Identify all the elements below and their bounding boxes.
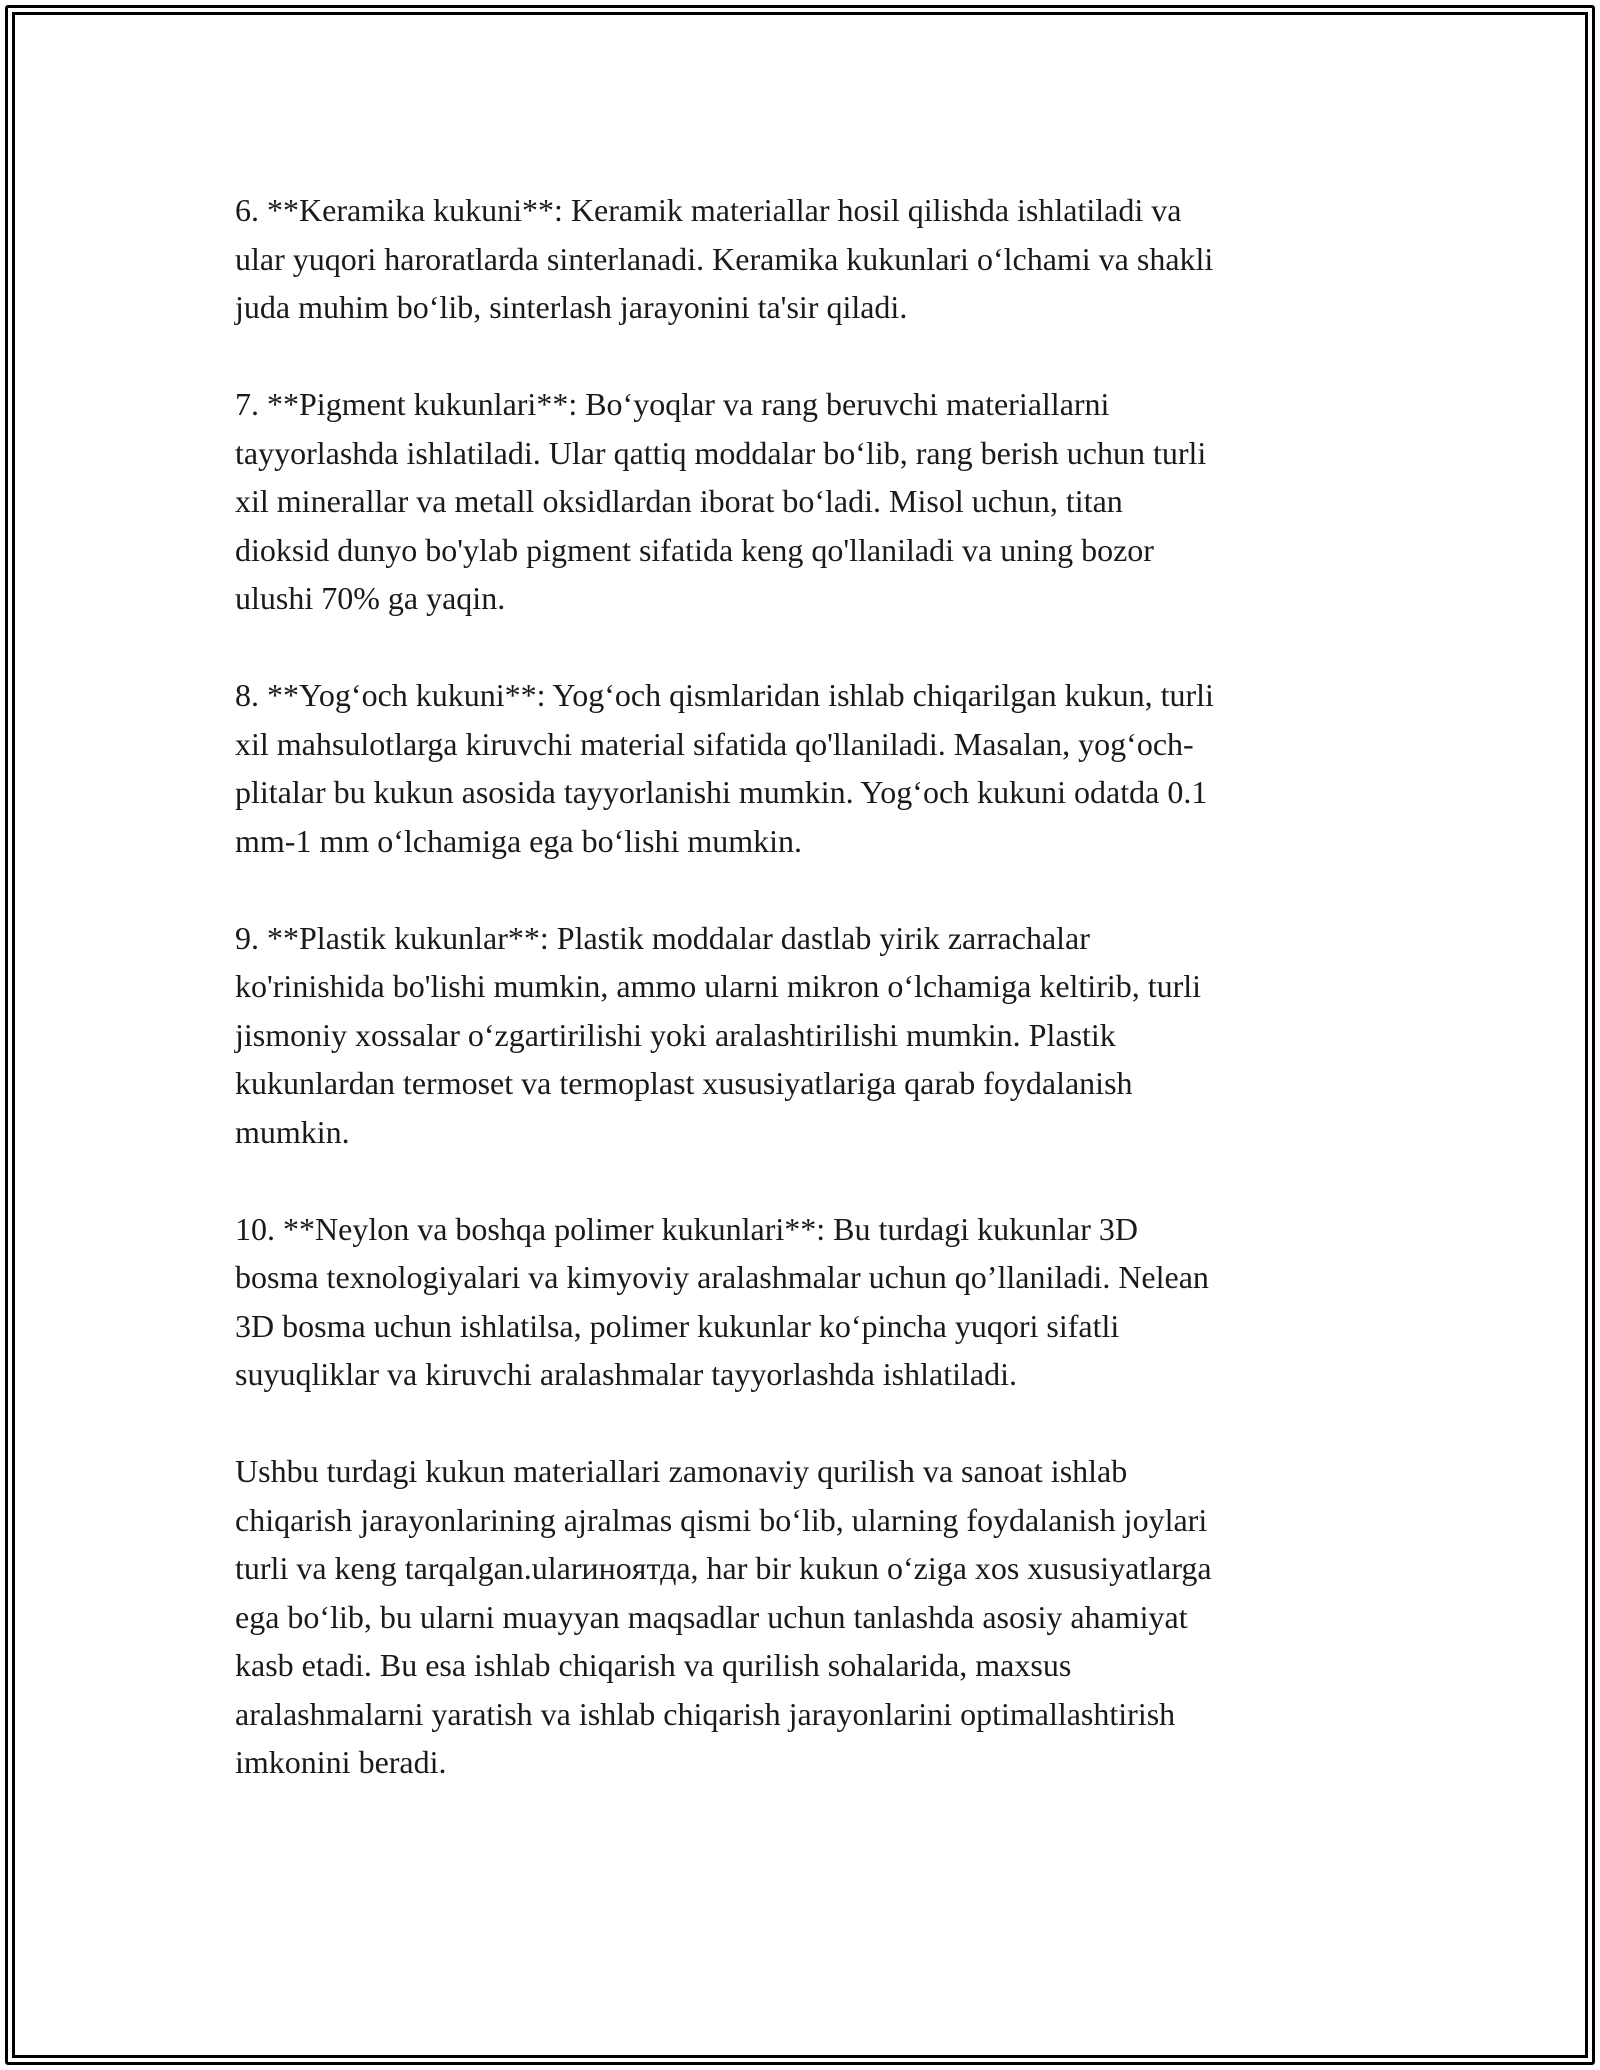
paragraph-conclusion: Ushbu turdagi kukun materiallari zamonaviy qurilish va sanoat ishlab chiqarish jarayonlarining ajralmas qismi bo‘lib, ularning foydalanish joylari turli va keng tarqalgan.ularинoятда, har bir kukun o‘ziga xos xususiyatlarga ega bo‘lib, bu ularni muayyan maqsadlar uchun tanlashda asosiy ahamiyat kasb etadi. Bu esa ishlab chiqarish va qurilish sohalarida, maxsus aralashmalarni yaratish va ishlab chiqarish jarayonlarini optimallashtirish imkonini beradi. xyxy=(235,1453,1212,1780)
paragraph-plastik-kukunlar: 9. **Plastik kukunlar**: Plastik moddalar dastlab yirik zarrachalar ko'rinishida bo'lishi mumkin, ammo ularni mikron o‘lchamiga keltirib, turli jismoniy xossalar o‘zgartirilishi yoki aralashtirilishi mumkin. Plastik kukunlardan termoset va termoplast xususiyatlariga qarab foydalanish mumkin. xyxy=(235,919,1202,1150)
paragraph-yogoch-kukuni: 8. **Yog‘och kukuni**: Yog‘och qismlaridan ishlab chiqarilgan kukun, turli xil mahsulotlarga kiruvchi material sifatida qo'llaniladi. Masalan, yog‘och- plitalar bu kukun asosida tayyorlanishi mumkin. Yog‘och kukuni odatda 0.1 mm-1 mm o‘lchamiga ega bo‘lishi mumkin. xyxy=(235,677,1214,859)
document-body xyxy=(235,186,1385,1787)
paragraph-pigment-kukunlari: 7. **Pigment kukunlari**: Bo‘yoqlar va rang beruvchi materiallarni tayyorlashda ishlatiladi. Ular qattiq moddalar bo‘lib, rang berish uchun turli xil minerallar va metall oksidlardan iborat bo‘ladi. Misol uchun, titan dioksid dunyo bo'ylab pigment sifatida keng qo'llaniladi va uning bozor ulushi 70% ga yaqin. xyxy=(235,386,1207,616)
paragraph-neylon-polimer-kukunlari: 10. **Neylon va boshqa polimer kukunlari**: Bu turdagi kukunlar 3D bosma texnologiyalari va kimyoviy aralashmalar uchun qo’llaniladi. Nelean 3D bosma uchun ishlatilsa, polimer kukunlar ko‘pincha yuqori sifatli suyuqliklar va kiruvchi aralashmalar tayyorlashda ishlatiladi. xyxy=(235,1210,1209,1392)
paragraph-keramika-kukuni: 6. **Keramika kukuni**: Keramik materiallar hosil qilishda ishlatiladi va ular yuqori haroratlarda sinterlanadi. Keramika kukunlari o‘lchami va shakli juda muhim bo‘lib, sinterlash jarayonini ta'sir qiladi. xyxy=(235,192,1214,325)
